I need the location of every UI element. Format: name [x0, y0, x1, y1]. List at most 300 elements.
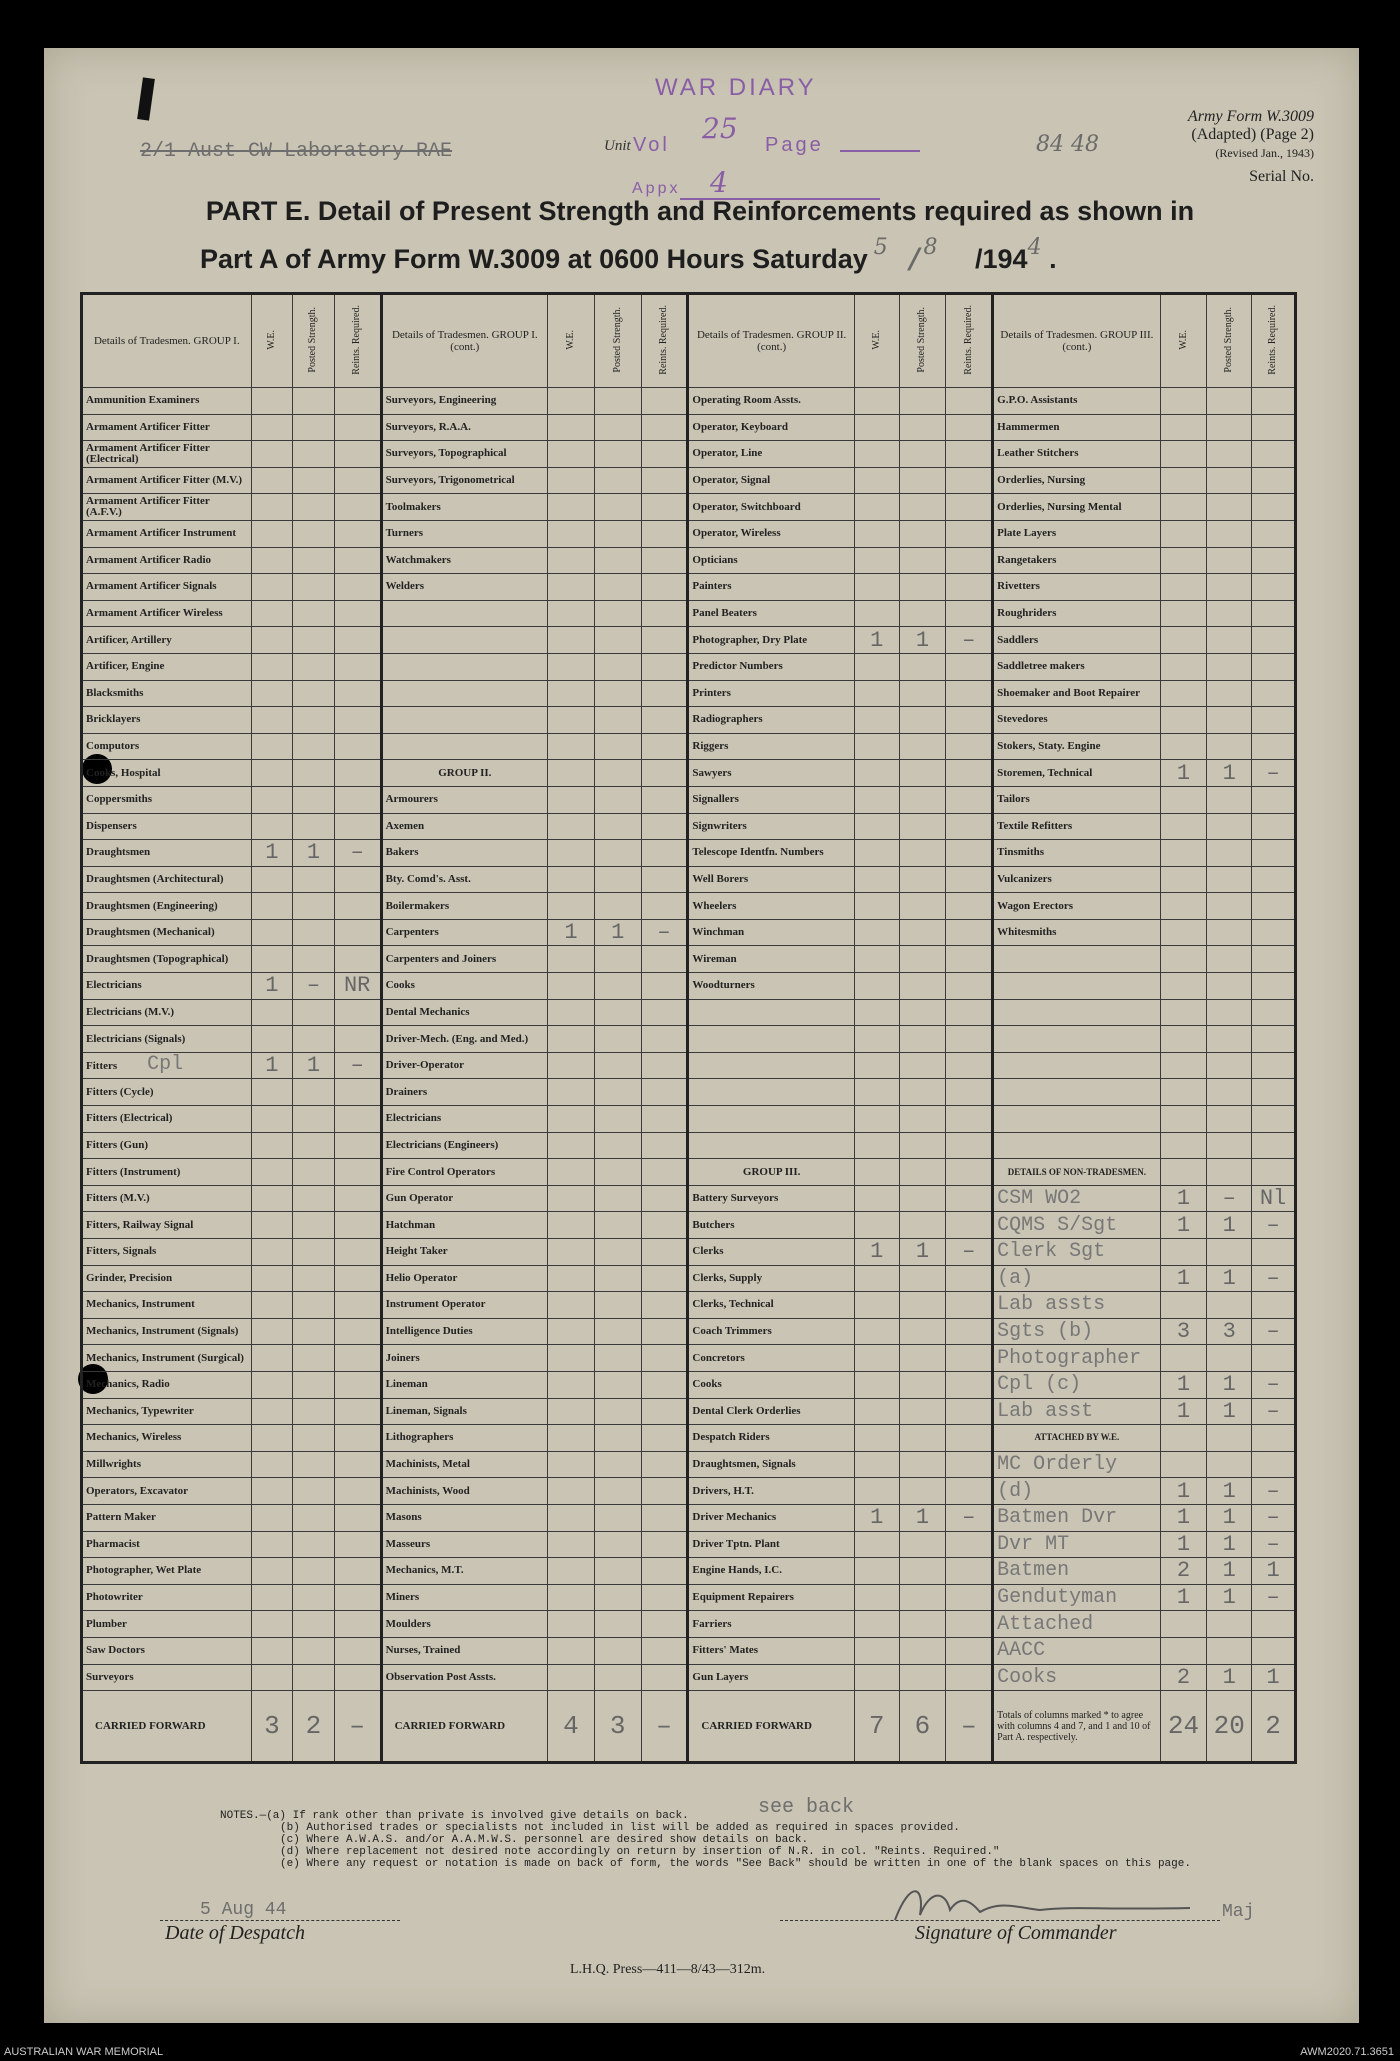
- posted-strength-value: 1: [1207, 1478, 1252, 1505]
- posted-strength-value: [1207, 1345, 1252, 1372]
- table-row: [82, 467, 1296, 494]
- trade-name: Instrument Operator: [381, 1292, 547, 1319]
- reints-required-value: [1252, 441, 1296, 468]
- posted-strength-value: [1207, 520, 1252, 547]
- reints-required-value: [1252, 1026, 1296, 1053]
- we-value: [548, 1451, 595, 1478]
- trade-name: Hatchman: [381, 1212, 547, 1239]
- trade-name: Lineman: [381, 1371, 547, 1398]
- posted-strength-value: [293, 414, 335, 441]
- we-value: [854, 574, 899, 601]
- we-value: 1: [1160, 760, 1207, 787]
- trade-name: Battery Surveyors: [688, 1185, 854, 1212]
- reints-required-value: [334, 919, 381, 946]
- posted-strength-value: [293, 1611, 335, 1638]
- trade-name: Electricians (Engineers): [381, 1132, 547, 1159]
- reints-required-value: [334, 1212, 381, 1239]
- header-we: [548, 294, 595, 388]
- trade-name: [381, 653, 547, 680]
- trade-name: Well Borers: [688, 866, 854, 893]
- trade-name: Saddlers: [993, 627, 1160, 654]
- carried-rr-value: –: [334, 1691, 381, 1763]
- we-value: 3: [1160, 1318, 1207, 1345]
- posted-strength-value: [1207, 973, 1252, 1000]
- posted-strength-value: [293, 1106, 335, 1133]
- trade-name: Operating Room Assts.: [688, 388, 854, 415]
- we-value: [1160, 388, 1207, 415]
- we-value: 1: [251, 1052, 293, 1079]
- reints-required-value: [641, 840, 688, 867]
- posted-strength-value: [899, 520, 946, 547]
- we-value: [548, 1132, 595, 1159]
- reints-required-value: –: [334, 1052, 381, 1079]
- trade-name: Surveyors: [82, 1664, 252, 1691]
- trade-name: Intelligence Duties: [381, 1318, 547, 1345]
- reints-required-value: [641, 1531, 688, 1558]
- reints-required-value: [946, 1584, 993, 1611]
- table-row: [82, 520, 1296, 547]
- reints-required-value: [334, 441, 381, 468]
- posted-strength-value: [293, 1239, 335, 1266]
- posted-strength-value: [594, 1451, 641, 1478]
- reints-required-value: [1252, 786, 1296, 813]
- trade-name: Armament Artificer Wireless: [82, 600, 252, 627]
- reints-required-value: [946, 1079, 993, 1106]
- table-row: [82, 414, 1296, 441]
- reints-required-value: [641, 946, 688, 973]
- reints-required-value: [334, 1558, 381, 1585]
- reints-required-value: [641, 600, 688, 627]
- we-value: [548, 893, 595, 920]
- we-value: [1160, 813, 1207, 840]
- trade-name: Armament Artificer Fitter (M.V.): [82, 467, 252, 494]
- we-value: [251, 414, 293, 441]
- we-value: 1: [1160, 1584, 1207, 1611]
- reints-required-value: [334, 1185, 381, 1212]
- we-value: [548, 733, 595, 760]
- we-value: [251, 627, 293, 654]
- trade-name: Fitters, Signals: [82, 1239, 252, 1266]
- posted-strength-value: [594, 1106, 641, 1133]
- we-value: [251, 1185, 293, 1212]
- posted-strength-value: [594, 1132, 641, 1159]
- trade-name: Butchers: [688, 1212, 854, 1239]
- trade-name: Mechanics, Instrument (Signals): [82, 1318, 252, 1345]
- reints-required-value: [1252, 627, 1296, 654]
- table-row: [82, 1026, 1296, 1053]
- posted-strength-value: [899, 388, 946, 415]
- reints-required-value: [641, 707, 688, 734]
- we-value: [251, 1239, 293, 1266]
- we-value: [854, 1079, 899, 1106]
- trade-name: Operators, Excavator: [82, 1478, 252, 1505]
- reints-required-value: [641, 1079, 688, 1106]
- header-posted: [293, 294, 335, 388]
- trade-name: [688, 1079, 854, 1106]
- we-value: [1160, 1451, 1207, 1478]
- table-row: [82, 1079, 1296, 1106]
- reints-required-value: [334, 1371, 381, 1398]
- table-row: [82, 574, 1296, 601]
- trade-name: Sawyers: [688, 760, 854, 787]
- posted-strength-value: [1207, 1292, 1252, 1319]
- we-value: [854, 1558, 899, 1585]
- reints-required-value: [641, 1265, 688, 1292]
- posted-strength-value: [1207, 441, 1252, 468]
- carried-rr-value: –: [946, 1691, 993, 1763]
- we-value: [251, 467, 293, 494]
- posted-strength-value: [1207, 1239, 1252, 1266]
- trade-name: Carpenters and Joiners: [381, 946, 547, 973]
- trade-name: Orderlies, Nursing: [993, 467, 1160, 494]
- reints-required-value: [946, 1637, 993, 1664]
- reints-required-value: [334, 1531, 381, 1558]
- we-value: 1: [854, 1239, 899, 1266]
- posted-strength-value: 1: [899, 627, 946, 654]
- non-tradesman-entry: AACC: [993, 1637, 1160, 1664]
- we-value: [251, 1478, 293, 1505]
- reints-required-value: –: [1252, 1478, 1296, 1505]
- reints-required-value: [334, 893, 381, 920]
- posted-strength-value: [1207, 600, 1252, 627]
- posted-strength-value: [293, 520, 335, 547]
- reints-required-value: [946, 1265, 993, 1292]
- header-posted-text: Posted Strength.: [916, 306, 928, 373]
- we-value: [1160, 840, 1207, 867]
- we-value: [548, 1504, 595, 1531]
- posted-strength-value: [899, 1026, 946, 1053]
- trade-name: Gun Layers: [688, 1664, 854, 1691]
- trade-name: Fitters (Instrument): [82, 1159, 252, 1186]
- trade-name: Computors: [82, 733, 252, 760]
- posted-strength-value: [1207, 919, 1252, 946]
- reints-required-value: [946, 973, 993, 1000]
- posted-strength-value: [1207, 840, 1252, 867]
- posted-strength-value: [594, 520, 641, 547]
- reints-required-value: [334, 1451, 381, 1478]
- posted-strength-value: [293, 1318, 335, 1345]
- trade-name: Turners: [381, 520, 547, 547]
- posted-strength-value: [594, 813, 641, 840]
- posted-strength-value: [899, 786, 946, 813]
- non-tradesman-entry: Dvr MT: [993, 1531, 1160, 1558]
- we-value: [251, 1504, 293, 1531]
- posted-strength-value: [899, 919, 946, 946]
- table-row: [82, 999, 1296, 1026]
- reints-required-value: [334, 1106, 381, 1133]
- despatch-date-label: Date of Despatch: [165, 1922, 305, 1944]
- posted-strength-value: [899, 1106, 946, 1133]
- trade-name: Draughtsmen (Topographical): [82, 946, 252, 973]
- we-value: 1: [854, 1504, 899, 1531]
- table-row: [82, 1584, 1296, 1611]
- posted-strength-value: 1: [1207, 1558, 1252, 1585]
- posted-strength-value: [293, 919, 335, 946]
- posted-strength-value: [899, 866, 946, 893]
- posted-strength-value: 1: [1207, 1371, 1252, 1398]
- posted-strength-value: 1: [1207, 1664, 1252, 1691]
- reints-required-value: [641, 414, 688, 441]
- posted-strength-value: [1207, 1079, 1252, 1106]
- table-row: [82, 1637, 1296, 1664]
- trade-name: [381, 627, 547, 654]
- reints-required-value: [334, 946, 381, 973]
- reints-required-value: [641, 1292, 688, 1319]
- trade-name: Signallers: [688, 786, 854, 813]
- reints-required-value: [334, 1292, 381, 1319]
- we-value: [854, 1637, 899, 1664]
- table-row: [82, 547, 1296, 574]
- trade-name: Lithographers: [381, 1425, 547, 1452]
- posted-strength-value: 1: [1207, 760, 1252, 787]
- we-value: [854, 893, 899, 920]
- we-value: [1160, 1106, 1207, 1133]
- carried-we-value: 4: [548, 1691, 595, 1763]
- posted-strength-value: [293, 494, 335, 521]
- we-value: [251, 1265, 293, 1292]
- we-value: [548, 1531, 595, 1558]
- posted-strength-value: [1207, 1611, 1252, 1638]
- unit-name-typed: 2/1 Aust CW Laboratory RAE: [140, 140, 453, 163]
- trade-name: Concretors: [688, 1345, 854, 1372]
- we-value: [251, 1558, 293, 1585]
- we-value: [251, 1611, 293, 1638]
- posted-strength-value: [594, 1504, 641, 1531]
- trade-name: Hammermen: [993, 414, 1160, 441]
- header-we-text: W.E.: [1177, 329, 1189, 350]
- trade-name: [993, 1052, 1160, 1079]
- we-value: [854, 1664, 899, 1691]
- table-row: [82, 1212, 1296, 1239]
- we-value: [548, 866, 595, 893]
- trade-name: Boilermakers: [381, 893, 547, 920]
- we-value: [548, 653, 595, 680]
- title-line-1: PART E. Detail of Present Strength and Reinforcements required as shown in: [205, 196, 1195, 226]
- trade-name: Signwriters: [688, 813, 854, 840]
- posted-strength-value: [293, 467, 335, 494]
- reints-required-value: [334, 1637, 381, 1664]
- posted-strength-value: [293, 653, 335, 680]
- trade-name: Draughtsmen (Mechanical): [82, 919, 252, 946]
- posted-strength-value: [594, 1478, 641, 1505]
- posted-strength-value: [594, 1584, 641, 1611]
- table-row: [82, 760, 1296, 787]
- table-row: [82, 600, 1296, 627]
- posted-strength-value: [594, 999, 641, 1026]
- table-row: [82, 388, 1296, 415]
- posted-strength-value: [293, 1664, 335, 1691]
- posted-strength-value: [594, 1185, 641, 1212]
- we-value: [548, 999, 595, 1026]
- appx-label: Appx: [632, 180, 681, 197]
- trade-name: Shoemaker and Boot Repairer: [993, 680, 1160, 707]
- trade-name: Gun Operator: [381, 1185, 547, 1212]
- carried-we-value: 7: [854, 1691, 899, 1763]
- reints-required-value: [946, 733, 993, 760]
- header-we-text: W.E.: [265, 329, 277, 350]
- trade-name: Draughtsmen, Signals: [688, 1451, 854, 1478]
- reints-required-value: [334, 627, 381, 654]
- trade-name: [993, 1132, 1160, 1159]
- posted-strength-value: [1207, 627, 1252, 654]
- reints-required-value: [946, 414, 993, 441]
- posted-strength-value: [899, 1371, 946, 1398]
- posted-strength-value: [1207, 680, 1252, 707]
- we-value: [854, 1265, 899, 1292]
- we-value: [1160, 680, 1207, 707]
- header-reints-text: Reints. Required.: [658, 304, 669, 375]
- table-row: [82, 1425, 1296, 1452]
- posted-strength-value: [293, 1132, 335, 1159]
- posted-strength-value: [594, 653, 641, 680]
- we-value: [251, 388, 293, 415]
- trade-name: Coach Trimmers: [688, 1318, 854, 1345]
- reints-required-value: [334, 414, 381, 441]
- we-value: [548, 973, 595, 1000]
- we-value: [251, 1664, 293, 1691]
- posted-strength-value: [594, 707, 641, 734]
- table-row: [82, 1611, 1296, 1638]
- reints-required-value: [641, 653, 688, 680]
- trade-name: Bricklayers: [82, 707, 252, 734]
- we-value: [1160, 494, 1207, 521]
- reints-required-value: [641, 1052, 688, 1079]
- trade-name: Mechanics, Instrument (Surgical): [82, 1345, 252, 1372]
- we-value: [1160, 786, 1207, 813]
- reints-required-value: [641, 680, 688, 707]
- posted-strength-value: [899, 1345, 946, 1372]
- trade-name: Whitesmiths: [993, 919, 1160, 946]
- we-value: [1160, 1239, 1207, 1266]
- posted-strength-value: [594, 1079, 641, 1106]
- posted-strength-value: [293, 1185, 335, 1212]
- table-row: [82, 653, 1296, 680]
- trade-name: Storemen, Technical: [993, 760, 1160, 787]
- group-heading: ATTACHED BY W.E.: [993, 1425, 1160, 1452]
- date-month: 8: [923, 235, 938, 260]
- reints-required-value: [946, 1451, 993, 1478]
- reints-required-value: [334, 520, 381, 547]
- reints-required-value: [641, 1584, 688, 1611]
- table-row: [82, 441, 1296, 468]
- trade-name: Plate Layers: [993, 520, 1160, 547]
- we-value: [854, 467, 899, 494]
- we-value: [854, 866, 899, 893]
- trade-name: Cooks: [688, 1371, 854, 1398]
- reints-required-value: [946, 574, 993, 601]
- reints-required-value: [334, 1079, 381, 1106]
- trade-name: Rivetters: [993, 574, 1160, 601]
- we-value: [854, 1185, 899, 1212]
- posted-strength-value: [293, 1026, 335, 1053]
- reints-required-value: [1252, 653, 1296, 680]
- reints-required-value: [641, 1239, 688, 1266]
- table-row: [82, 1664, 1296, 1691]
- non-tradesman-entry: Cpl (c): [993, 1371, 1160, 1398]
- we-value: [854, 1292, 899, 1319]
- we-value: [854, 1026, 899, 1053]
- we-value: [854, 600, 899, 627]
- reints-required-value: [334, 1584, 381, 1611]
- table-header-row: [82, 294, 1296, 388]
- trade-name: Masons: [381, 1504, 547, 1531]
- posted-strength-value: [594, 547, 641, 574]
- we-value: [854, 973, 899, 1000]
- we-value: [251, 1398, 293, 1425]
- we-value: [251, 1106, 293, 1133]
- trade-name: Driver Mechanics: [688, 1504, 854, 1531]
- we-value: [1160, 1132, 1207, 1159]
- carried-we-value: 24: [1160, 1691, 1207, 1763]
- reints-required-value: [641, 1611, 688, 1638]
- reints-required-value: [334, 1239, 381, 1266]
- trade-name: Driver Tptn. Plant: [688, 1531, 854, 1558]
- trade-name: Riggers: [688, 733, 854, 760]
- reints-required-value: [1252, 946, 1296, 973]
- non-tradesman-entry: MC Orderly: [993, 1451, 1160, 1478]
- posted-strength-value: [1207, 1106, 1252, 1133]
- we-value: [251, 1292, 293, 1319]
- reints-required-value: [1252, 1079, 1296, 1106]
- posted-strength-value: [293, 1159, 335, 1186]
- posted-strength-value: [293, 1584, 335, 1611]
- non-tradesman-entry: Batmen: [993, 1558, 1160, 1585]
- reints-required-value: [946, 866, 993, 893]
- reints-required-value: [641, 1106, 688, 1133]
- trade-name: Tailors: [993, 786, 1160, 813]
- date-year: 4: [1027, 235, 1042, 260]
- trade-name: Mechanics, Wireless: [82, 1425, 252, 1452]
- we-value: [251, 600, 293, 627]
- table-row: [82, 1531, 1296, 1558]
- posted-strength-value: [594, 1345, 641, 1372]
- non-tradesman-entry: (d): [993, 1478, 1160, 1505]
- reints-required-value: [641, 1558, 688, 1585]
- we-value: [854, 388, 899, 415]
- reints-required-value: [946, 1132, 993, 1159]
- reints-required-value: [946, 494, 993, 521]
- reints-required-value: [946, 893, 993, 920]
- table-row: [82, 840, 1296, 867]
- reints-required-value: [641, 520, 688, 547]
- we-value: [548, 680, 595, 707]
- posted-strength-value: [293, 707, 335, 734]
- posted-strength-value: [899, 813, 946, 840]
- posted-strength-value: [594, 1664, 641, 1691]
- trade-name: Masseurs: [381, 1531, 547, 1558]
- trade-name-text: Fitters: [86, 1060, 118, 1073]
- we-value: [854, 1212, 899, 1239]
- reints-required-value: [946, 1318, 993, 1345]
- we-value: [251, 1079, 293, 1106]
- signature-rank: Maj: [1222, 1902, 1255, 1922]
- we-value: [1160, 1637, 1207, 1664]
- trade-name: Operator, Keyboard: [688, 414, 854, 441]
- table-row: [82, 786, 1296, 813]
- reints-required-value: [1252, 414, 1296, 441]
- table-row: [82, 1052, 1296, 1079]
- trade-name: [993, 973, 1160, 1000]
- we-value: 1: [1160, 1398, 1207, 1425]
- posted-strength-value: [1207, 866, 1252, 893]
- table-row: [82, 1239, 1296, 1266]
- we-value: [854, 1371, 899, 1398]
- non-tradesman-entry: CSM WO2: [993, 1185, 1160, 1212]
- trade-name: [82, 1052, 252, 1079]
- footer-collection: AUSTRALIAN WAR MEMORIAL: [4, 2046, 164, 2058]
- carried-ps-value: 20: [1207, 1691, 1252, 1763]
- we-value: 1: [854, 627, 899, 654]
